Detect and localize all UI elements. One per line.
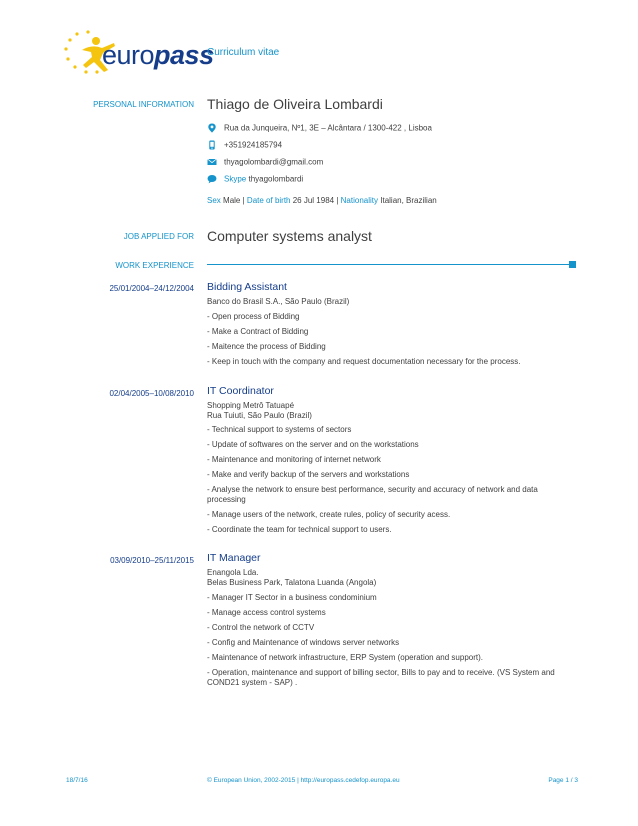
- experience-position: IT Manager: [207, 552, 261, 564]
- dob-value: 26 Jul 1984: [292, 196, 335, 205]
- experience-dates: 25/01/2004–24/12/2004: [109, 284, 194, 293]
- task-item: - Control the network of CCTV: [207, 623, 315, 632]
- footer-page-number: Page 1 / 3: [548, 777, 578, 784]
- map-pin-icon: [207, 123, 217, 133]
- logo-word-bold: pass: [154, 40, 214, 70]
- job-applied-label: JOB APPLIED FOR: [123, 232, 194, 241]
- person-name: Thiago de Oliveira Lombardi: [207, 96, 383, 112]
- separator: |: [336, 196, 339, 205]
- footer-copyright[interactable]: © European Union, 2002-2015 | http://europass.cedefop.europa.eu: [207, 777, 400, 784]
- task-item: - Manager IT Sector in a business condominium: [207, 593, 377, 602]
- task-item: - Coordinate the team for technical support to users.: [207, 525, 392, 534]
- skype-label: Skype: [224, 174, 247, 184]
- task-item: - Update of softwares on the server and on the workstations: [207, 440, 419, 449]
- task-item: - Keep in touch with the company and request documentation necessary for the process.: [207, 357, 521, 366]
- experience-employer-address: Rua Tuiuti, São Paulo (Brazil): [207, 411, 312, 420]
- task-item: - Open process of Bidding: [207, 312, 300, 321]
- address-text: Rua da Junqueira, Nº1, 3E – Alcântara / 1300-422 , Lisboa: [224, 123, 432, 133]
- phone-text: +351924185794: [224, 140, 283, 150]
- nationality-value: Italian, Brazilian: [380, 196, 437, 205]
- task-item: - Manage access control systems: [207, 608, 326, 617]
- experience-position: Bidding Assistant: [207, 281, 287, 293]
- task-item: - Maitence the process of Bidding: [207, 342, 326, 351]
- experience-employer: Shopping Metrô Tatuapé: [207, 401, 295, 410]
- experience-position: IT Coordinator: [207, 385, 274, 397]
- phone-icon: [207, 140, 217, 150]
- task-item: - Maintenance of network infrastructure, ERP System (operation and support).: [207, 653, 483, 662]
- section-divider-square: [569, 261, 576, 268]
- task-item: - Technical support to systems of sectors: [207, 425, 352, 434]
- europass-logo-wordmark: [102, 40, 214, 71]
- task-item: - Manage users of the network, create rules, policy of security acess.: [207, 510, 451, 519]
- experience-employer: Banco do Brasil S.A., São Paulo (Brazil): [207, 297, 350, 306]
- sex-label: Sex: [207, 196, 221, 205]
- separator: |: [242, 196, 245, 205]
- logo-word-light: euro: [102, 40, 155, 70]
- skype-id: thyagolombardi: [248, 174, 304, 184]
- personal-details-line: [207, 196, 437, 205]
- skype-row: [207, 174, 303, 184]
- work-experience-label: WORK EXPERIENCE: [115, 261, 194, 270]
- task-item: - Config and Maintenance of windows server networks: [207, 638, 400, 647]
- experience-employer-address: Belas Business Park, Talatona Luanda (Angola): [207, 578, 377, 587]
- task-item: - Maintenance and monitoring of internet network: [207, 455, 381, 464]
- task-item: - Analyse the network to ensure best performance, security and accuracy of network and data processing: [207, 485, 538, 504]
- chat-bubble-icon: [207, 174, 217, 184]
- address-row: [207, 123, 432, 133]
- experience-employer: Enangola Lda.: [207, 568, 259, 577]
- dob-label: Date of birth: [246, 196, 291, 205]
- task-item: - Make and verify backup of the servers and workstations: [207, 470, 410, 479]
- email-text[interactable]: thyagolombardi@gmail.com: [224, 157, 324, 167]
- experience-task-list: [207, 593, 567, 693]
- section-divider-line: [207, 264, 569, 265]
- envelope-icon: [207, 157, 217, 167]
- task-item: - Make a Contract of Bidding: [207, 327, 309, 336]
- experience-dates: 02/04/2005–10/08/2010: [109, 389, 194, 398]
- phone-row: [207, 140, 282, 150]
- personal-information-label: PERSONAL INFORMATION: [93, 100, 194, 109]
- experience-task-list: [207, 312, 567, 372]
- nationality-label: Nationality: [340, 196, 379, 205]
- job-applied-title: Computer systems analyst: [207, 228, 372, 244]
- sex-value: Male: [223, 196, 241, 205]
- footer-date: 18/7/16: [66, 777, 88, 784]
- document-title: Curriculum vitae: [207, 47, 280, 58]
- experience-dates: 03/09/2010–25/11/2015: [110, 556, 194, 565]
- task-item: - Operation, maintenance and support of billing sector, Bills to pay and to receive. (VS System and COND21 system - SAP) .: [207, 668, 555, 687]
- email-row: [207, 157, 323, 167]
- experience-task-list: [207, 425, 567, 540]
